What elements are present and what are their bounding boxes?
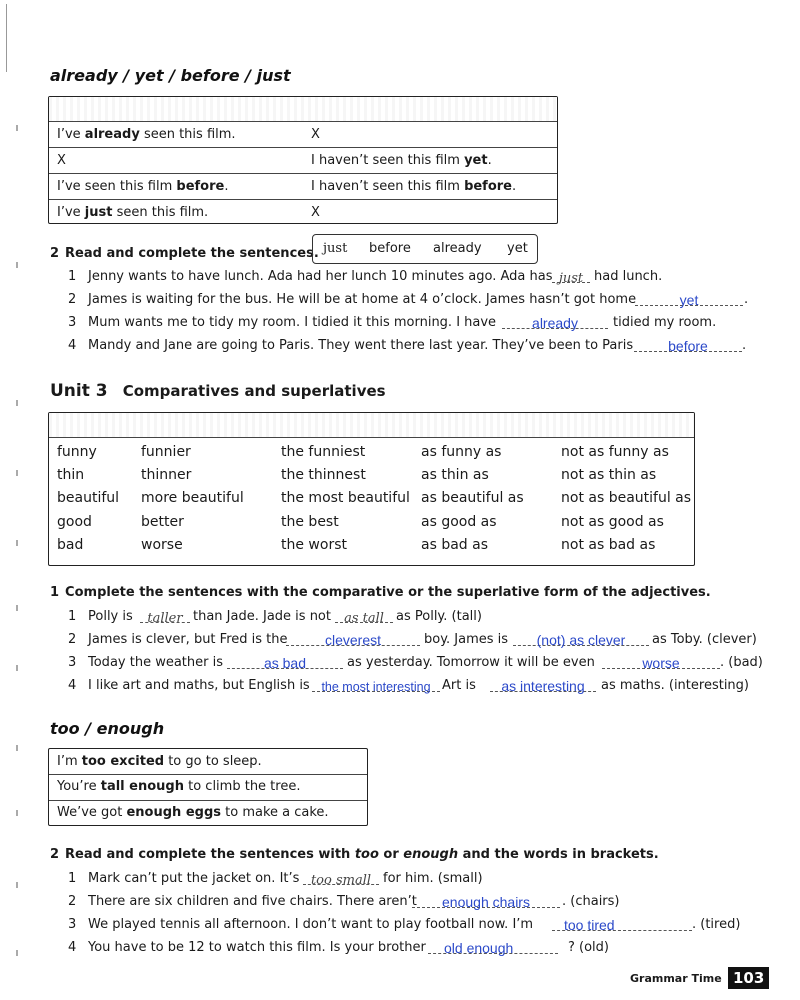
answer-blank[interactable]: too tired: [552, 915, 692, 931]
table-cell: the worst: [281, 536, 347, 553]
table-cell: I’ve seen this film before.: [57, 179, 229, 194]
answer-blank[interactable]: before: [634, 336, 742, 352]
exercise-item-end: as maths. (interesting): [601, 678, 749, 693]
exercise-item: 1 Mark can’t put the jacket on. It’s: [68, 871, 300, 886]
exercise-item-end: as Polly. (tall): [396, 609, 482, 624]
exercise-item-end: .: [744, 292, 749, 307]
exercise-item-end: had lunch.: [594, 269, 663, 284]
table-cell: X: [311, 127, 320, 142]
answer-blank[interactable]: as bad: [227, 653, 343, 669]
table-cell: the most beautiful: [281, 490, 410, 507]
exercise-heading: 2 Read and complete the sentences with too or enough and the words in brackets.: [50, 847, 659, 862]
table-cell: funny: [57, 444, 97, 460]
exercise-item: 2 James is clever, but Fred is the: [68, 632, 288, 647]
margin-tick: [16, 665, 18, 671]
exercise-item: 3 Today the weather is: [68, 655, 223, 670]
table-cell: good: [57, 513, 92, 530]
exercise-item-end: for him. (small): [383, 871, 483, 886]
section-heading-too-enough: too / enough: [50, 719, 165, 738]
table-cell: funnier: [141, 444, 191, 460]
margin-tick: [16, 950, 18, 956]
table-cell: I’ve already seen this film.: [57, 127, 236, 142]
exercise-item: 4 I like art and maths, but English is: [68, 678, 310, 693]
exercise-item-end: . (bad): [720, 655, 763, 670]
table-cell: I’m too excited to go to sleep.: [57, 754, 262, 769]
table-cell: I haven’t seen this film before.: [311, 179, 517, 194]
exercise-item: 2 There are six children and five chairs. There aren’t: [68, 894, 417, 909]
table-cell: not as funny as: [561, 444, 669, 460]
table-cell: not as good as: [561, 513, 664, 530]
exercise-item-mid: Art is: [442, 678, 476, 693]
exercise-item: 1 Polly is: [68, 609, 133, 624]
table-cell: as funny as: [421, 444, 502, 460]
table-row: [49, 800, 367, 826]
margin-tick: [16, 605, 18, 611]
answer-blank[interactable]: worse: [602, 653, 720, 669]
table-row: [49, 173, 557, 200]
exercise-heading: 1 Complete the sentences with the comparative or the superlative form of the adjectives.: [50, 585, 711, 600]
exercise-item-end: ? (old): [568, 940, 609, 955]
table-cell: beautiful: [57, 490, 120, 507]
table-cell: not as beautiful as: [561, 490, 692, 507]
margin-tick: [16, 882, 18, 888]
margin-tick: [16, 400, 18, 406]
word-box-item: already: [433, 241, 482, 256]
table-cell: I’ve just seen this film.: [57, 205, 209, 220]
margin-tick: [16, 810, 18, 816]
exercise-item-mid: than Jade. Jade is not: [193, 609, 331, 624]
exercise-item: 2 James is waiting for the bus. He will be at home at 4 o’clock. James hasn’t got home: [68, 292, 637, 307]
table-header-blurred: [49, 413, 694, 437]
answer-blank[interactable]: as tall: [335, 607, 393, 623]
answer-blank[interactable]: cleverest: [286, 630, 420, 646]
answer-blank[interactable]: yet: [635, 290, 743, 306]
table-cell: the best: [281, 513, 339, 530]
table-cell: as beautiful as: [421, 490, 524, 507]
comparatives-table: [48, 412, 695, 566]
answer-blank[interactable]: enough chairs: [412, 892, 560, 908]
margin-tick: [16, 745, 18, 751]
margin-tick: [16, 262, 18, 268]
table-cell: as thin as: [421, 467, 489, 484]
margin-tick: [16, 540, 18, 546]
answer-blank[interactable]: (not) as clever: [513, 630, 649, 646]
exercise-item: 3 We played tennis all afternoon. I don’t want to play football now. I’m: [68, 917, 534, 932]
exercise-item-end: tidied my room.: [613, 315, 717, 330]
margin-tick: [16, 125, 18, 131]
exercise-item-mid: as yesterday. Tomorrow it will be even: [347, 655, 595, 670]
table-cell: as good as: [421, 513, 497, 530]
table-row: [49, 199, 557, 224]
too-enough-table: [48, 748, 368, 826]
binding-mark: [6, 4, 19, 72]
unit-heading: Unit 3 Comparatives and superlatives: [50, 381, 386, 401]
exercise-item-end: as Toby. (clever): [652, 632, 757, 647]
exercise-heading: 2 Read and complete the sentences.: [50, 246, 319, 261]
table-cell: better: [141, 513, 184, 530]
exercise-item-end: .: [742, 338, 747, 353]
table-cell: We’ve got enough eggs to make a cake.: [57, 805, 329, 820]
table-row: [49, 774, 367, 801]
exercise-item: 4 You have to be 12 to watch this film. Is your brother: [68, 940, 426, 955]
table-cell: X: [311, 205, 320, 220]
answer-blank[interactable]: old enough: [428, 938, 558, 954]
table-cell: bad: [57, 536, 84, 553]
answer-blank[interactable]: as interesting: [490, 676, 596, 692]
table-cell: thin: [57, 467, 85, 484]
table-cell: I haven’t seen this film yet.: [311, 153, 492, 168]
footer-label: Grammar Time: [630, 972, 722, 985]
word-box: [312, 234, 538, 264]
exercise-item-end: . (chairs): [562, 894, 620, 909]
exercise-item-mid: boy. James is: [424, 632, 509, 647]
table-cell: as bad as: [421, 536, 488, 553]
margin-tick: [16, 470, 18, 476]
word-box-item: yet: [507, 241, 528, 256]
answer-blank[interactable]: just: [552, 267, 590, 283]
word-box-item: before: [369, 241, 411, 256]
exercise-item: 4 Mandy and Jane are going to Paris. They went there last year. They’ve been to Paris: [68, 338, 634, 353]
table-cell: worse: [141, 536, 183, 553]
word-box-item: just: [323, 241, 348, 256]
table-row: [49, 121, 557, 148]
table-cell: more beautiful: [141, 490, 244, 507]
answer-blank[interactable]: already: [502, 313, 608, 329]
table-cell: X: [57, 153, 66, 168]
table-cell: not as bad as: [561, 536, 656, 553]
table-cell: You’re tall enough to climb the tree.: [57, 779, 301, 794]
answer-blank[interactable]: the most interesting: [312, 676, 440, 692]
table-cell: not as thin as: [561, 467, 657, 484]
exercise-item-end: . (tired): [692, 917, 741, 932]
table-cell: the thinnest: [281, 467, 366, 484]
exercise-item: 1 Jenny wants to have lunch. Ada had her lunch 10 minutes ago. Ada has: [68, 269, 553, 284]
table-cell: thinner: [141, 467, 192, 484]
section-heading-already-yet: already / yet / before / just: [50, 66, 291, 85]
table-header-blurred: [49, 97, 557, 121]
page-number: 103: [728, 967, 769, 989]
table-cell: the funniest: [281, 444, 366, 460]
table-row: [49, 147, 557, 174]
already-yet-table: [48, 96, 558, 224]
answer-blank[interactable]: taller: [140, 607, 190, 623]
exercise-item: 3 Mum wants me to tidy my room. I tidied it this morning. I have: [68, 315, 497, 330]
answer-blank[interactable]: too small: [303, 869, 379, 885]
